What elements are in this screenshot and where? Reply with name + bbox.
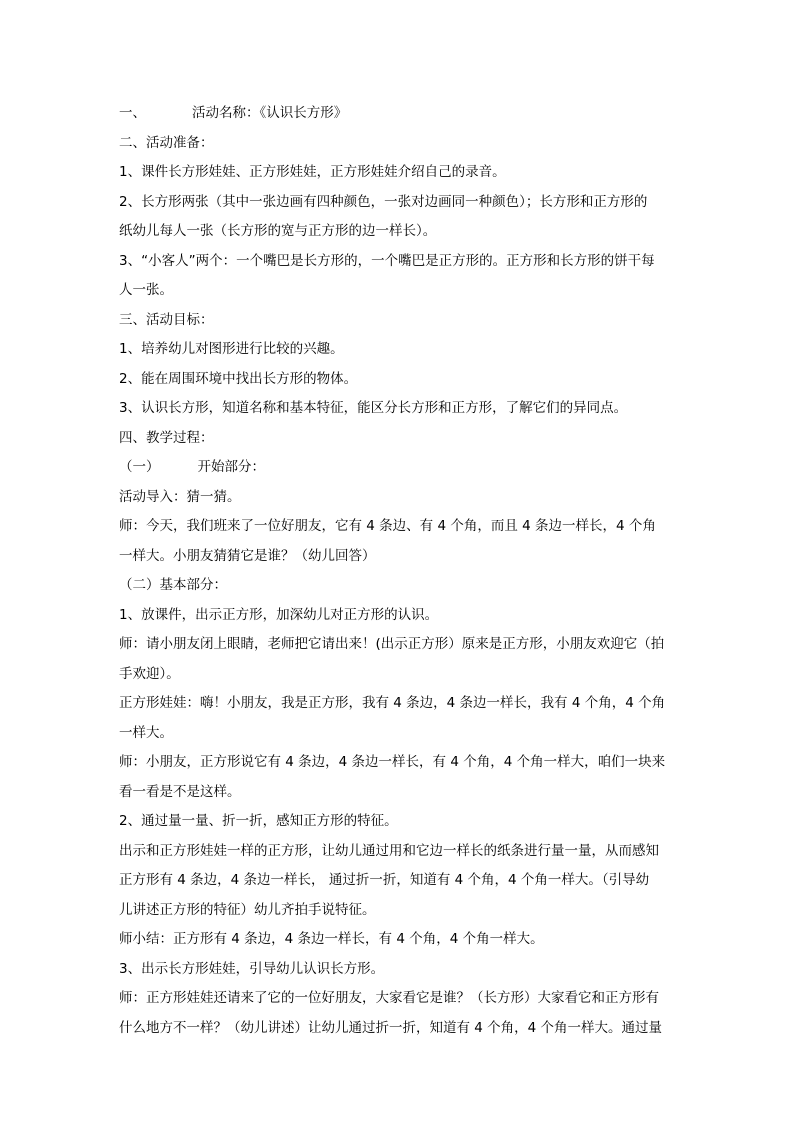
text-line: 手欢迎）。 — [119, 665, 180, 682]
text-line: 儿讲述正方形的特征）幼儿齐拍手说特征。 — [119, 901, 376, 918]
text-line: 正方形有 4 条边，4 条边一样长， 通过折一折，知道有 4 个角，4 个角一样大。（引导幼 — [119, 872, 650, 888]
text-line: 二、活动准备： — [119, 134, 214, 151]
text-line: 师：小朋友，正方形说它有 4 条边，4 条边一样长，有 4 个角，4 个角一样大，咱们一块来 — [119, 754, 666, 770]
text-line: 2、长方形两张（其中一张边画有四种颜色，一张对边画同一种颜色）；长方形和正方形的 — [119, 193, 648, 210]
text-line: （二）基本部分： — [119, 577, 227, 593]
text-line: 2、能在周围环境中找出长方形的物体。 — [119, 370, 358, 387]
text-line: 纸幼儿每人一张（长方形的宽与正方形的边一样长）。 — [119, 223, 437, 239]
text-line: 师：请小朋友闭上眼睛，老师把它请出来！(出示正方形）原来是正方形，小朋友欢迎它（拍 — [119, 636, 665, 652]
text-line: 看一看是不是这样。 — [119, 783, 241, 800]
subsection-number: （一） — [119, 459, 160, 475]
text-line: 3、出示长方形娃娃，引导幼儿认识长方形。 — [119, 960, 385, 977]
activity-title — [119, 99, 679, 129]
text-line: 3、“小客人”两个：一个嘴巴是长方形的，一个嘴巴是正方形的。正方形和长方形的饼干每 — [119, 252, 655, 269]
text-line: 1、放课件，出示正方形，加深幼儿对正方形的认识。 — [119, 606, 439, 623]
text-line: 正方形娃娃：嗨！小朋友，我是正方形，我有 4 条边，4 条边一样长，我有 4 个角，4 个角 — [119, 695, 666, 711]
text-line: 3、认识长方形，知道名称和基本特征，能区分长方形和正方形，了解它们的异同点。 — [119, 400, 628, 416]
text-line: 师：今天，我们班来了一位好朋友，它有 4 条边、有 4 个角，而且 4 条边一样长，4 个角 — [119, 518, 656, 534]
text-line: 师：正方形娃娃还请来了它的一位好朋友，大家看它是谁？（长方形）大家看它和正方形有 — [119, 990, 659, 1006]
text-line: 三、活动目标： — [119, 311, 214, 328]
text-line: 出示和正方形娃娃一样的正方形，让幼儿通过用和它边一样长的纸条进行量一量，从而感知 — [119, 842, 659, 859]
subsection-text: 开始部分： — [197, 459, 265, 475]
text-line: 1、培养幼儿对图形进行比较的兴趣。 — [119, 341, 344, 357]
title-text: 活动名称：《认识长方形》 — [192, 105, 348, 121]
text-line: 一样大。 — [119, 724, 173, 741]
text-line: 一样大。小朋友猜猜它是谁？（幼儿回答） — [119, 547, 376, 564]
title-number: 一、 — [119, 105, 146, 121]
text-line: 1、课件长方形娃娃、正方形娃娃，正方形娃娃介绍自己的录音。 — [119, 164, 506, 180]
text-line: 活动导入：猜一猜。 — [119, 488, 241, 505]
text-line: 人一张。 — [119, 282, 173, 298]
subsection-heading — [119, 453, 679, 483]
document-body — [119, 99, 679, 1043]
text-line: 2、通过量一量、折一折，感知正方形的特征。 — [119, 813, 398, 829]
text-line: 什么地方不一样？（幼儿讲述）让幼儿通过折一折，知道有 4 个角，4 个角一样大。通过量 — [119, 1019, 663, 1036]
text-line: 师小结：正方形有 4 条边，4 条边一样长，有 4 个角，4 个角一样大。 — [119, 931, 544, 947]
text-line: 四、教学过程： — [119, 429, 214, 446]
